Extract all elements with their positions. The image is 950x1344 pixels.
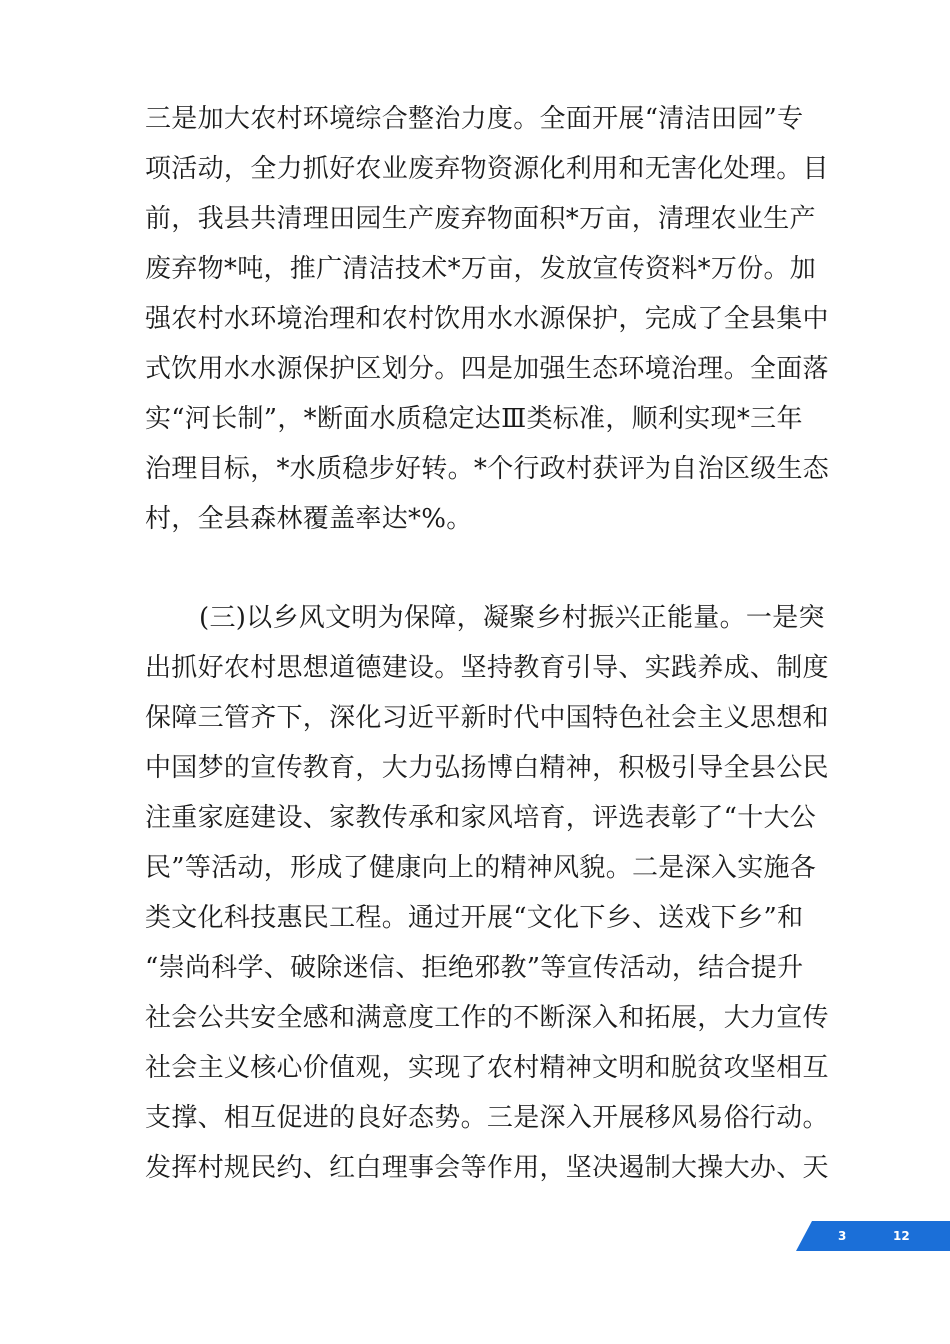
text-line: 社会主义核心价值观，实现了农村精神文明和脱贫攻坚相互 [145,1053,829,1083]
text-line-first: (三)以乡风文明为保障，凝聚乡村振兴正能量。一是突 [199,603,825,633]
text-line: 出抓好农村思想道德建设。坚持教育引导、实践养成、制度 [145,653,829,683]
paragraph-environment [145,94,830,544]
text-line: 注重家庭建设、家教传承和家风培育，评选表彰了“十大公 [145,803,817,833]
page-number-bar [0,1221,950,1251]
page-number-bar-shape [0,1221,950,1251]
text-line: 发挥村规民约、红白理事会等作用，坚决遏制大操大办、天 [145,1153,829,1183]
text-line: 支撑、相互促进的良好态势。三是深入开展移风易俗行动。 [145,1103,829,1133]
paragraph-rural-civilization [145,593,829,1193]
text-line: “崇尚科学、破除迷信、拒绝邪教”等宣传活动，结合提升 [145,953,804,983]
text-line: 社会公共安全感和满意度工作的不断深入和拓展，大力宣传 [145,1003,829,1033]
text-line: 民”等活动，形成了健康向上的精神风貌。二是深入实施各 [145,853,817,883]
text-line: 中国梦的宣传教育，大力弘扬博白精神，积极引导全县公民 [145,753,829,783]
text-line: 村，全县森林覆盖率达*%。 [145,504,473,534]
total-pages-number: 12 [893,1229,910,1243]
text-line: 强农村水环境治理和农村饮用水水源保护，完成了全县集中 [145,304,829,334]
current-page-number: 3 [838,1229,847,1243]
text-line: 项活动，全力抓好农业废弃物资源化利用和无害化处理。目 [145,154,829,184]
text-line: 式饮用水水源保护区划分。四是加强生态环境治理。全面落 [145,354,829,384]
text-line: 实“河长制”，*断面水质稳定达Ⅲ类标准，顺利实现*三年 [145,404,803,434]
text-line: 废弃物*吨，推广清洁技术*万亩，发放宣传资料*万份。加 [145,254,817,284]
text-line: 三是加大农村环境综合整治力度。全面开展“清洁田园”专 [145,104,804,134]
text-line: 前，我县共清理田园生产废弃物面积*万亩，清理农业生产 [145,204,816,234]
text-line: 治理目标，*水质稳步好转。*个行政村获评为自治区级生态 [145,454,830,484]
text-line: 类文化科技惠民工程。通过开展“文化下乡、送戏下乡”和 [145,903,804,933]
text-line: 保障三管齐下，深化习近平新时代中国特色社会主义思想和 [145,703,829,733]
